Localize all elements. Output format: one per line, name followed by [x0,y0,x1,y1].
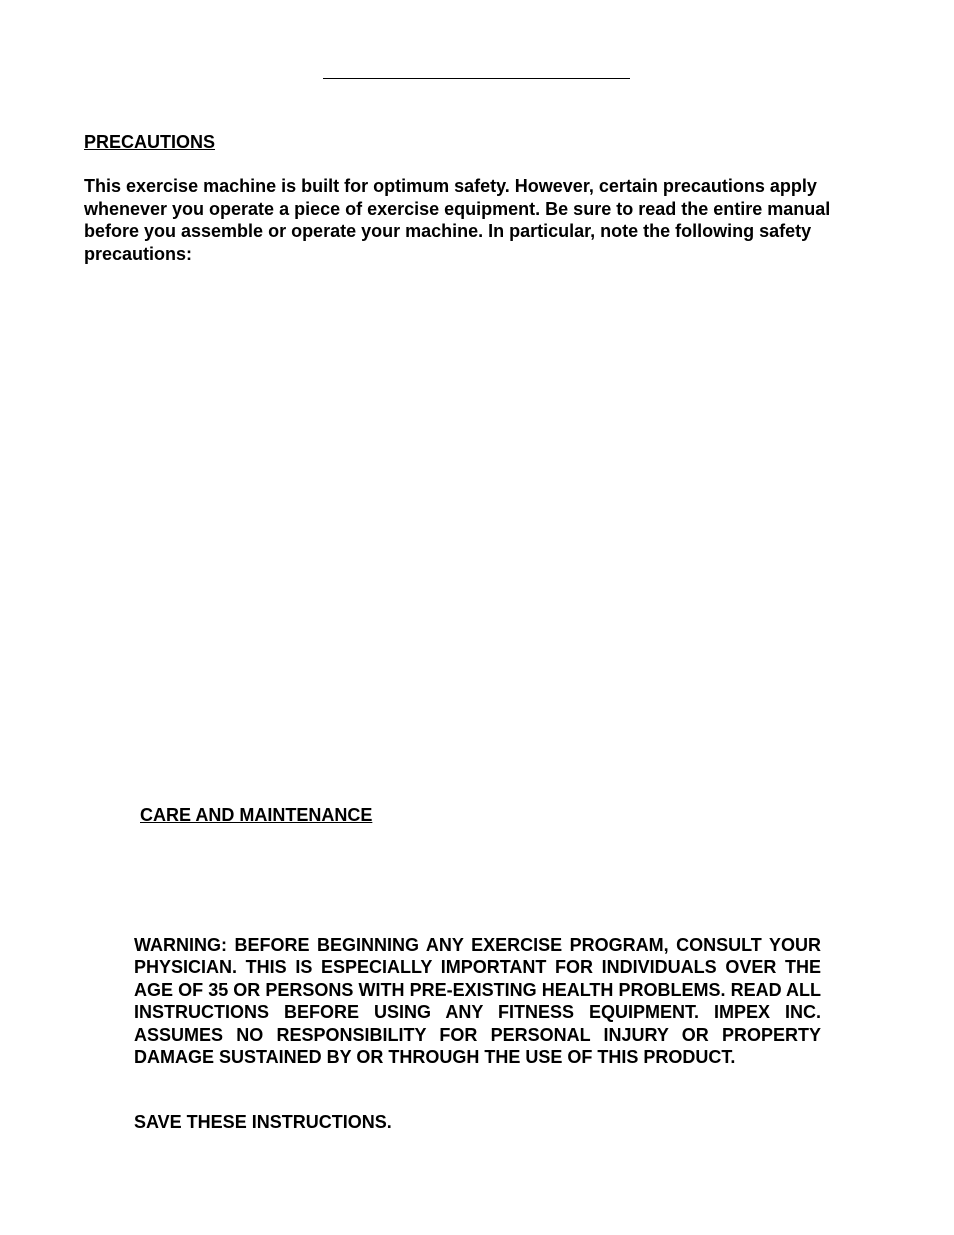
warning-paragraph: WARNING: BEFORE BEGINNING ANY EXERCISE PROGRAM, CONSULT YOUR PHYSICIAN. THIS IS ESPECIALLY IMPORTANT FOR INDIVIDUALS OVER THE AGE OF 35 OR PERSONS WITH PRE-EXISTING HEALTH PROBLEMS. READ ALL INSTRUCTIONS BEFORE USING ANY FITNESS EQUIPMENT. IMPEX INC. ASSUMES NO RESPONSIBILITY FOR PERSONAL INJURY OR PROPERTY DAMAGE SUSTAINED BY OR THROUGH THE USE OF THIS PRODUCT. [134,935,821,1068]
save-instructions-note: SAVE THESE INSTRUCTIONS. [134,1112,392,1132]
precautions-intro-paragraph: This exercise machine is built for optimum safety. However, certain precautions apply whenever you operate a piece of exercise equipment. Be sure to read the entire manual before you assemble or operate your machine. In particular, note the following safety precautions: [84,176,831,264]
precautions-heading: PRECAUTIONS [84,132,216,152]
top-divider-line [323,78,630,79]
care-and-maintenance-heading: CARE AND MAINTENANCE [140,805,373,825]
